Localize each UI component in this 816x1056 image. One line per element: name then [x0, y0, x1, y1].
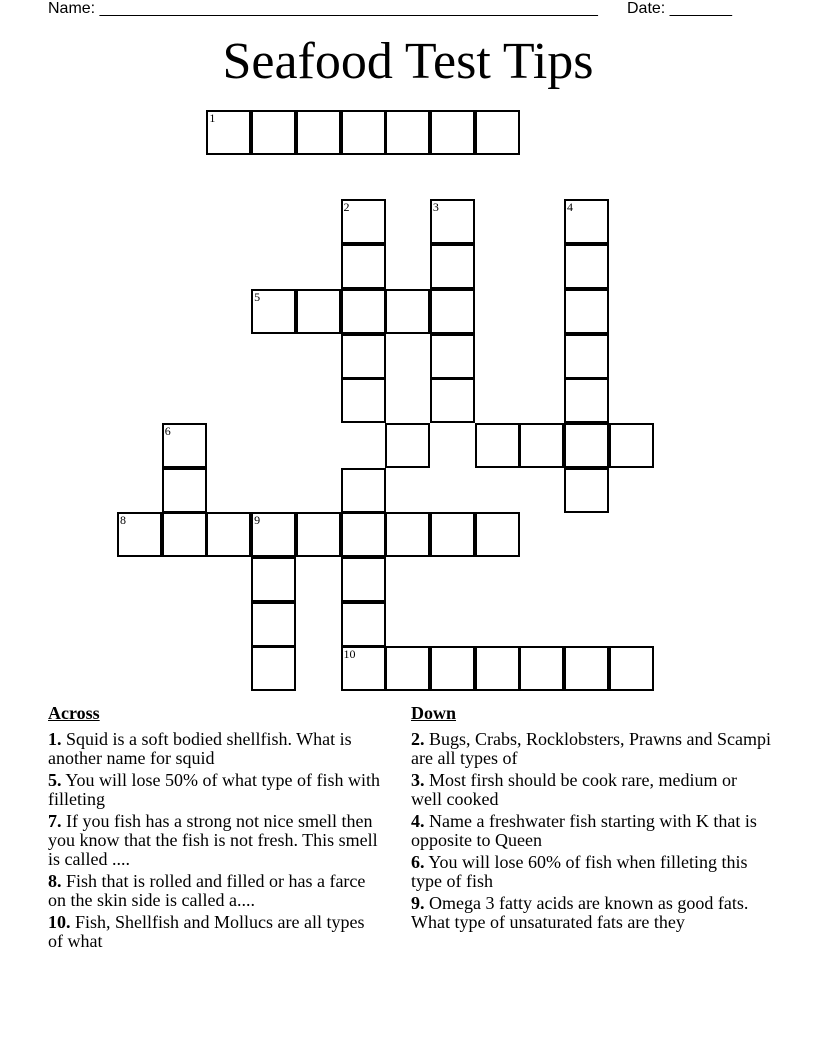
- grid-cell[interactable]: [251, 110, 296, 155]
- clue-across: [48, 872, 383, 910]
- clue-number-label: 4: [567, 200, 573, 215]
- grid-cell[interactable]: [475, 423, 520, 468]
- clue-number-label: 6: [164, 423, 171, 438]
- grid-cell[interactable]: [251, 289, 296, 334]
- grid-cell[interactable]: [296, 110, 341, 155]
- grid-cell[interactable]: [162, 423, 207, 468]
- clue-number-label: 2: [343, 200, 350, 215]
- clue-down: [411, 894, 771, 932]
- clue-down: [411, 730, 771, 768]
- clue-number-label: 10: [343, 647, 356, 662]
- clue-number-label: 8: [120, 513, 126, 528]
- clue-across: [48, 812, 383, 869]
- grid-cell[interactable]: [162, 512, 207, 557]
- grid-cell[interactable]: [564, 199, 609, 244]
- grid-cell[interactable]: [206, 110, 251, 155]
- grid-cell[interactable]: [251, 557, 296, 602]
- clue-number-label: 9: [254, 513, 261, 528]
- clue-number: 4.: [411, 811, 425, 831]
- grid-cell[interactable]: [564, 289, 609, 334]
- grid-cell[interactable]: [341, 646, 386, 691]
- grid-cell[interactable]: [341, 512, 386, 557]
- grid-cell[interactable]: [564, 334, 609, 379]
- clue-across: [48, 730, 383, 768]
- grid-cell[interactable]: [385, 110, 430, 155]
- grid-cell[interactable]: [475, 646, 520, 691]
- clue-text: Most firsh should be cook rare, medium or well cooked: [411, 770, 737, 809]
- grid-cell[interactable]: [341, 110, 386, 155]
- grid-cell[interactable]: [564, 468, 609, 513]
- grid-cell[interactable]: [341, 289, 386, 334]
- clue-across: [48, 771, 383, 809]
- name-field-label[interactable]: Name: ________________________________________________________: [48, 0, 598, 17]
- grid-cell[interactable]: [430, 289, 475, 334]
- clue-number: 6.: [411, 852, 425, 872]
- grid-cell[interactable]: [296, 512, 341, 557]
- grid-cell[interactable]: [162, 468, 207, 513]
- clue-number: 1.: [48, 729, 62, 749]
- clue-number: 5.: [48, 770, 62, 790]
- clue-text: Fish, Shellfish and Mollucs are all types of what: [48, 912, 365, 951]
- grid-cell[interactable]: [341, 557, 386, 602]
- clue-number: 9.: [411, 893, 425, 913]
- grid-cell[interactable]: [430, 110, 475, 155]
- clue-text: Squid is a soft bodied shellfish. What is another name for squid: [48, 729, 352, 768]
- grid-cell[interactable]: [564, 244, 609, 289]
- clue-text: Name a freshwater fish starting with K that is opposite to Queen: [411, 811, 757, 850]
- clue-text: Fish that is rolled and filled or has a farce on the skin side is called a....: [48, 871, 366, 910]
- grid-cell[interactable]: [385, 512, 430, 557]
- grid-cell[interactable]: [475, 110, 520, 155]
- grid-cell[interactable]: [341, 468, 386, 513]
- grid-cell[interactable]: [385, 423, 430, 468]
- grid-cell[interactable]: [385, 289, 430, 334]
- grid-cell[interactable]: [519, 423, 564, 468]
- grid-cell[interactable]: [430, 199, 475, 244]
- clue-number: 2.: [411, 729, 425, 749]
- clue-down: [411, 771, 771, 809]
- clue-text: Bugs, Crabs, Rocklobsters, Prawns and Scampi are all types of: [411, 729, 771, 768]
- grid-cell[interactable]: [564, 423, 609, 468]
- across-heading: Across: [48, 703, 100, 723]
- clue-number-label: 3: [432, 200, 439, 215]
- grid-cell[interactable]: [475, 512, 520, 557]
- clue-text: You will lose 60% of fish when filleting this type of fish: [411, 852, 748, 891]
- clue-text: If you fish has a strong not nice smell then you know that the fish is not fresh. This smell is called ....: [48, 811, 378, 869]
- grid-cell[interactable]: [564, 378, 609, 423]
- grid-cell[interactable]: [251, 646, 296, 691]
- grid-cell[interactable]: [385, 646, 430, 691]
- grid-cell[interactable]: [251, 602, 296, 647]
- clue-number: 10.: [48, 912, 71, 932]
- grid-cell[interactable]: [117, 512, 162, 557]
- clue-across: [48, 913, 383, 951]
- clue-number-label: 1: [209, 111, 216, 125]
- down-clues: [411, 702, 771, 935]
- clue-number: 7.: [48, 811, 62, 831]
- clue-number: 3.: [411, 770, 425, 790]
- date-field-label[interactable]: Date: _______: [627, 0, 732, 17]
- clue-down: [411, 812, 771, 850]
- clue-text: You will lose 50% of what type of fish with filleting: [48, 770, 381, 809]
- grid-cell[interactable]: [206, 512, 251, 557]
- grid-cell[interactable]: [564, 646, 609, 691]
- grid-cell[interactable]: [609, 423, 654, 468]
- grid-cell[interactable]: [609, 646, 654, 691]
- clue-down: [411, 853, 771, 891]
- grid-cell[interactable]: [430, 334, 475, 379]
- grid-cell[interactable]: [519, 646, 564, 691]
- grid-cell[interactable]: [341, 334, 386, 379]
- grid-cell[interactable]: [430, 512, 475, 557]
- clue-text: Omega 3 fatty acids are known as good fats. What type of unsaturated fats are they: [411, 893, 749, 932]
- grid-cell[interactable]: [341, 378, 386, 423]
- grid-cell[interactable]: [296, 289, 341, 334]
- grid-cell[interactable]: [251, 512, 296, 557]
- clue-number: 8.: [48, 871, 62, 891]
- across-clues: [48, 702, 383, 954]
- clue-number-label: 5: [254, 289, 261, 304]
- grid-cell[interactable]: [341, 602, 386, 647]
- down-heading: Down: [411, 703, 457, 723]
- page-title: Seafood Test Tips: [222, 33, 594, 90]
- grid-cell[interactable]: [341, 199, 386, 244]
- grid-cell[interactable]: [430, 244, 475, 289]
- grid-cell[interactable]: [430, 646, 475, 691]
- grid-cell[interactable]: [430, 378, 475, 423]
- grid-cell[interactable]: [341, 244, 386, 289]
